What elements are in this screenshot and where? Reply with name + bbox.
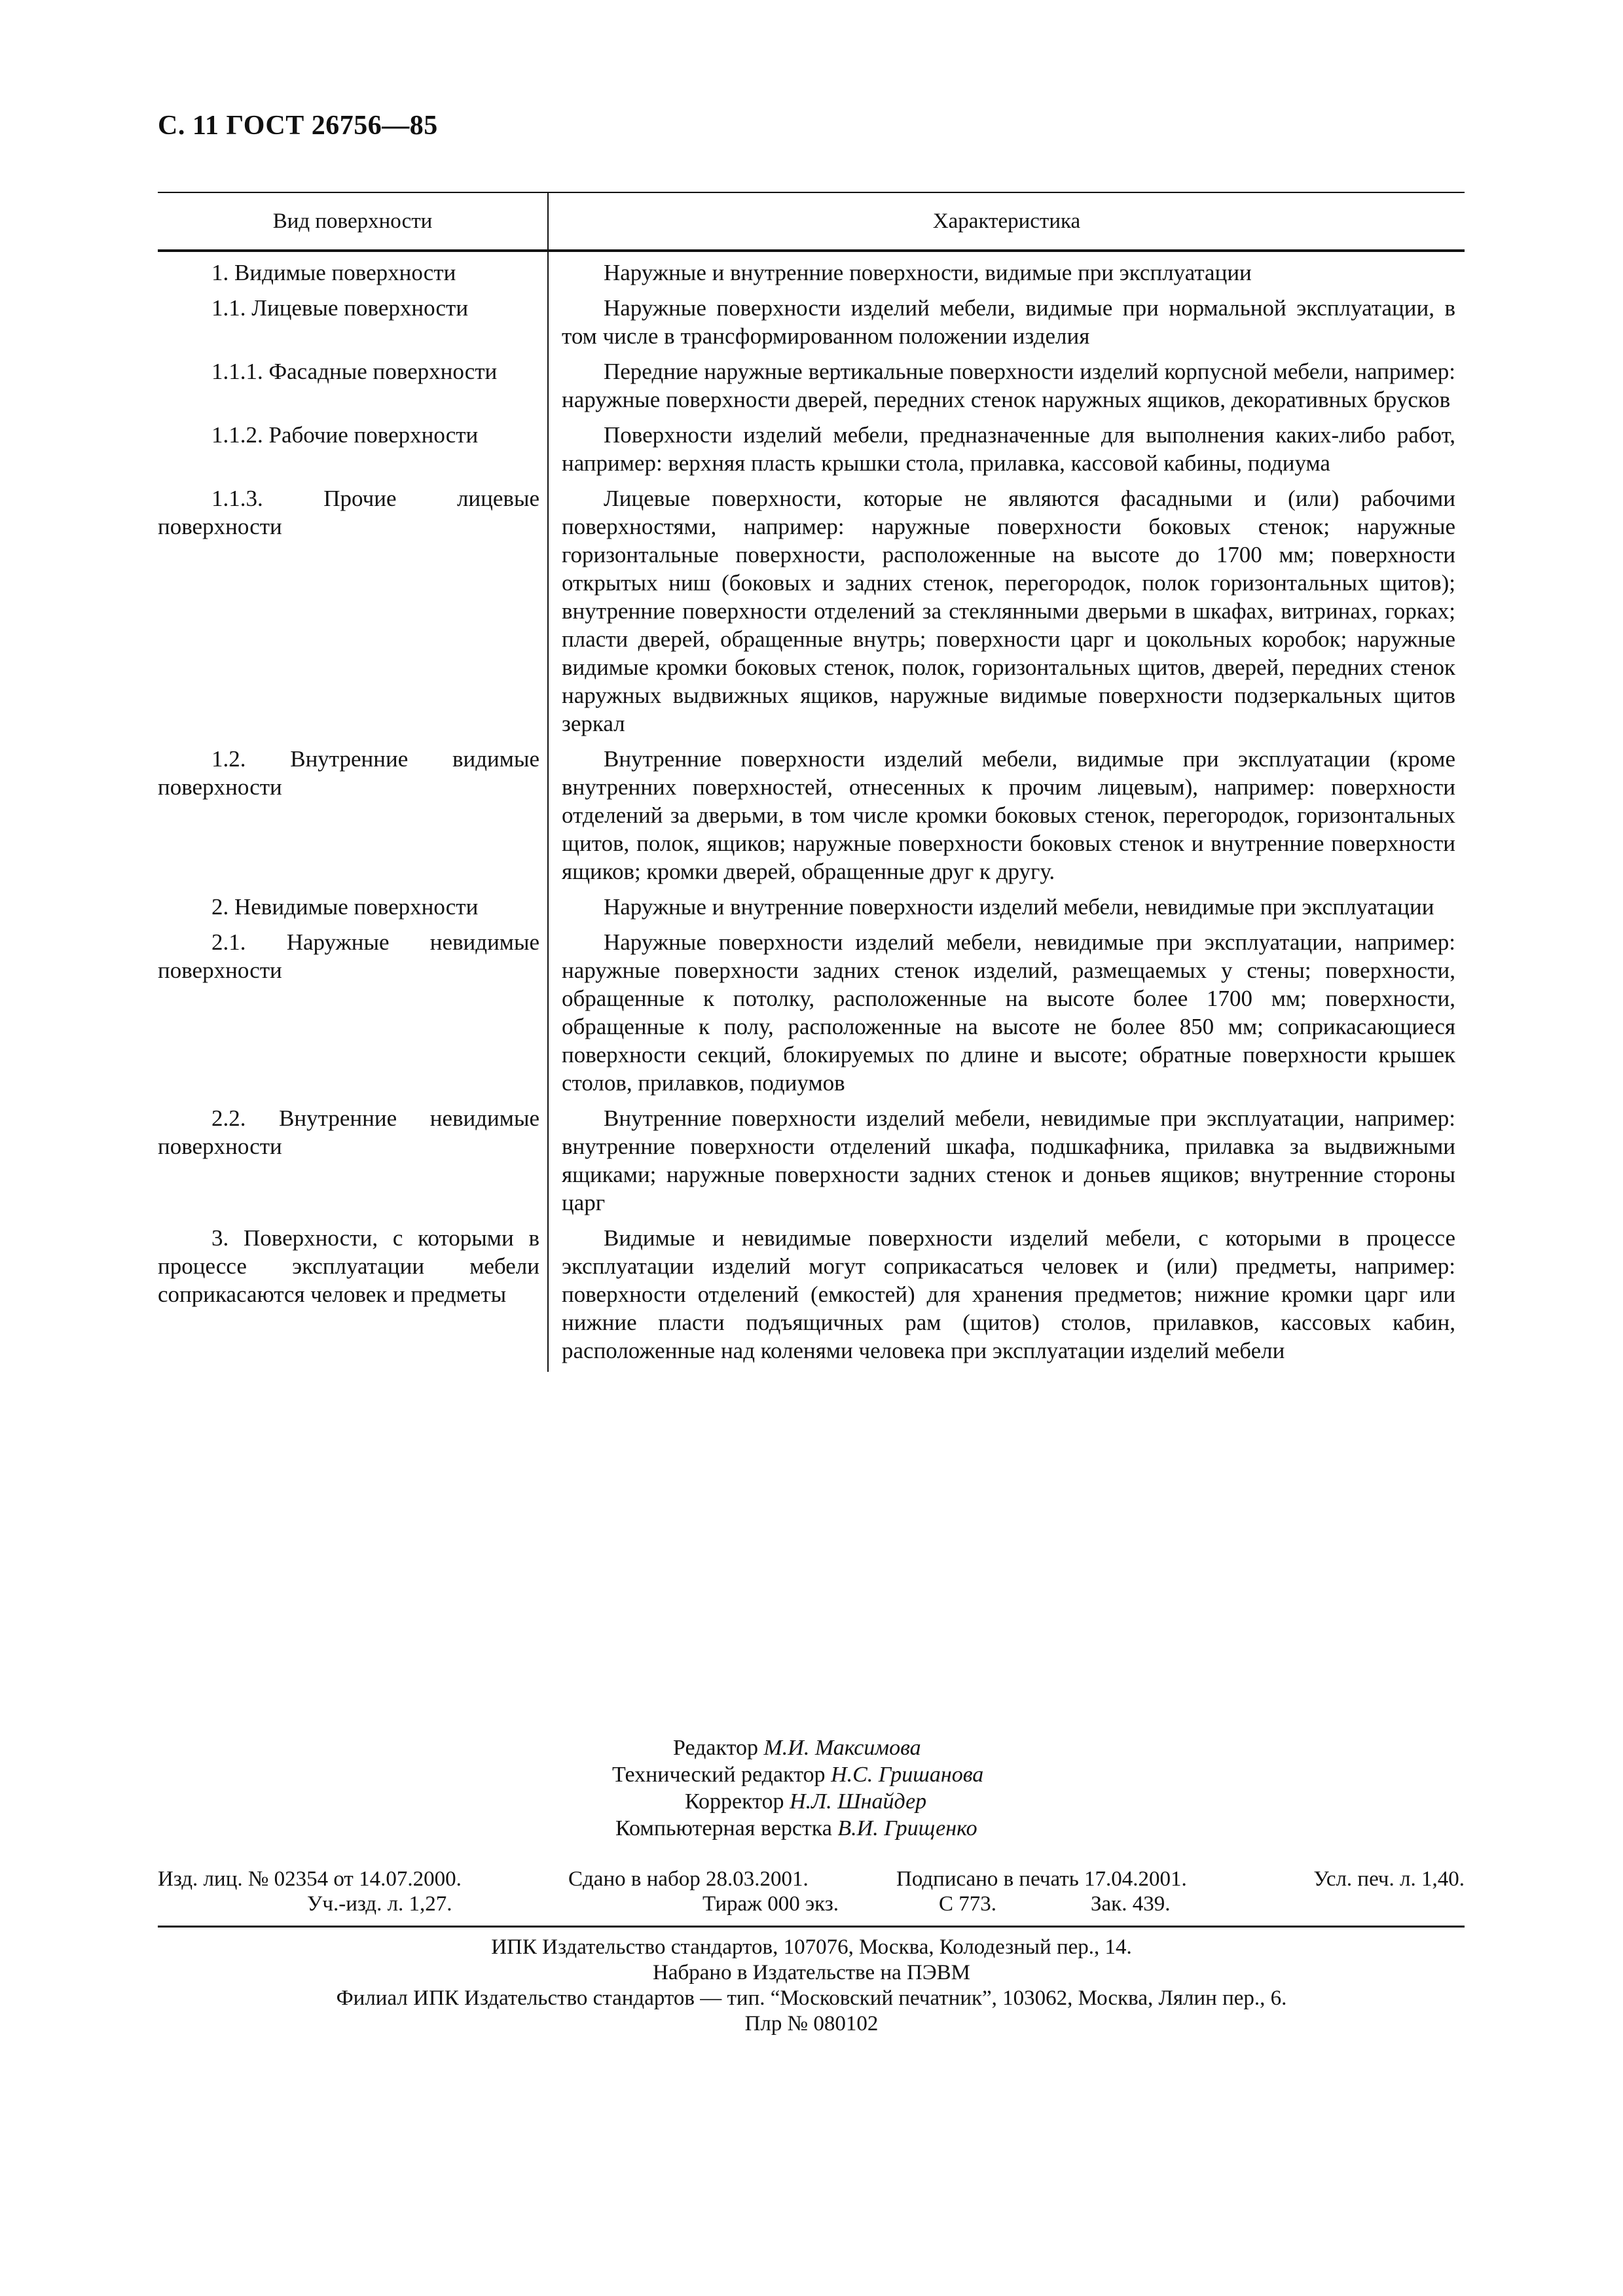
surface-description: Наружные поверхности изделий мебели, невидимые при эксплуатации, например: наружные поверхности задних стенок изделий, размещаемых у стены; поверхности, обращенные к потолку, расположенные на высоте более 1700 мм; поверхности, обращенные к полу, расположенные на высоте не более 850 мм; соприкасающиеся поверхности секций, блокируемых по длине и высоте; обратные поверхности крышек столов, прилавков, подиумов	[562, 929, 1455, 1096]
publisher-info	[0, 1935, 1623, 2037]
surface-description: Лицевые поверхности, которые не являются фасадными и (или) рабочими поверхностями, например: наружные поверхности боковых стенок; наружные горизонтальные поверхности, расположенные на высоте до 1700 мм; поверхности открытых ниш (боковых и задних стенок, перегородок, полок горизонтальных щитов); внутренние поверхности отделений за стеклянными дверьми в шкафах, витринах, горках; пласти дверей, обращенные внутрь; поверхности царг и цокольных коробок; наружные видимые кромки боковых стенок, полок, горизонтальных щитов, дверей, передних стенок наружных выдвижных ящиков, наружные видимые поверхности подзеркальных щитов зеркал	[562, 486, 1455, 736]
typeset-note: Набрано в Издательстве на ПЭВМ	[653, 1961, 970, 1984]
surface-term: 1.2. Внутренние видимые поверхности	[158, 745, 548, 893]
table-row	[158, 1104, 1465, 1224]
surface-term: 2. Невидимые поверхности	[158, 893, 548, 928]
surface-term: 3. Поверхности, с которыми в процессе эксплуатации мебели соприкасаются человек и предметы	[158, 1224, 548, 1372]
credit-role: Корректор	[685, 1789, 784, 1814]
signed-date: Подписано в печать 17.04.2001.	[896, 1867, 1187, 1891]
credit-name: М.И. Максимова	[763, 1736, 921, 1760]
credit-technical-editor	[612, 1761, 1623, 1788]
surface-description: Наружные и внутренние поверхности, видимые при эксплуатации	[604, 260, 1252, 285]
surface-term: 2.2. Внутренние невидимые поверхности	[158, 1104, 548, 1224]
print-details	[158, 1867, 1465, 1916]
column-header-surface-type: Вид поверхности	[158, 192, 548, 251]
table-row	[158, 421, 1465, 484]
surface-description: Видимые и невидимые поверхности изделий мебели, с которыми в процессе эксплуатации изделий могут соприкасаться человек и (или) предметы, например: поверхности отделений (емкостей) для хранения предметов; нижние кромки царг или нижние пласти подъящичных рам (щитов) столов, прилавков, кассовых кабин, расположенные над коленями человека при эксплуатации изделий мебели	[562, 1225, 1455, 1363]
printing-license: Плр № 080102	[744, 2012, 879, 2036]
printing-branch: Филиал ИПК Издательство стандартов — тип. “Московский печатник”, 103062, Москва, Лялин пер., 6.	[336, 1986, 1287, 2010]
surface-description: Внутренние поверхности изделий мебели, невидимые при эксплуатации, например: внутренние поверхности отделений шкафа, подшкафника, прилавка за выдвижными ящиками; наружные поверхности задних стенок и доньев ящиков; внутренние стороны царг	[562, 1105, 1455, 1215]
surface-description: Внутренние поверхности изделий мебели, видимые при эксплуатации (кроме внутренних поверхностей, отнесенных к прочим лицевым), например: поверхности отделений за дверьми, в том числе кромки боковых стенок, перегородок, горизонтальных щитов, полок, ящиков; наружные поверхности боковых стенок и внутренние поверхности ящиков; кромки дверей, обращенные друг к другу.	[562, 746, 1455, 884]
table-row	[158, 484, 1465, 745]
circulation: Тираж 000 экз.	[702, 1892, 839, 1916]
surface-term: 1.1. Лицевые поверхности	[158, 294, 548, 357]
credit-name: В.И. Грищенко	[837, 1816, 977, 1840]
column-header-characteristic: Характеристика	[548, 192, 1465, 251]
credit-role: Технический редактор	[612, 1763, 826, 1787]
surface-description: Поверхности изделий мебели, предназначенные для выполнения каких-либо работ, например: верхняя пласть крышки стола, прилавка, кассовой кабины, подиума	[562, 422, 1455, 476]
surface-description: Передние наружные вертикальные поверхности изделий корпусной мебели, например: наружные поверхности дверей, передних стенок наружных ящиков, декоративных брусков	[562, 359, 1455, 412]
credit-editor	[673, 1734, 1623, 1761]
surface-term: 1.1.1. Фасадные поверхности	[158, 357, 548, 421]
credit-role: Редактор	[673, 1736, 758, 1760]
printed-sheets: Усл. печ. л. 1,40.	[1313, 1867, 1465, 1891]
editorial-credits	[0, 1734, 1623, 1842]
table-header-row	[158, 192, 1465, 251]
table-row	[158, 1224, 1465, 1372]
table-row	[158, 928, 1465, 1104]
surface-term: 1. Видимые поверхности	[158, 251, 548, 294]
credit-proofreader	[685, 1788, 1623, 1815]
publication-sheets: Уч.-изд. л. 1,27.	[307, 1892, 452, 1916]
credit-name: Н.Л. Шнайдер	[790, 1789, 927, 1814]
print-details-row-1	[158, 1867, 1465, 1892]
table-row	[158, 893, 1465, 928]
surface-types-table	[158, 192, 1465, 1372]
table-row	[158, 745, 1465, 893]
surface-description: Наружные и внутренние поверхности изделий мебели, невидимые при эксплуатации	[604, 894, 1434, 920]
publisher-address: ИПК Издательство стандартов, 107076, Москва, Колодезный пер., 14.	[491, 1935, 1132, 1959]
order-number: Зак. 439.	[1091, 1892, 1171, 1916]
imprint-divider	[158, 1926, 1465, 1928]
surface-description: Наружные поверхности изделий мебели, видимые при нормальной эксплуатации, в том числе в трансформированном положении изделия	[562, 295, 1455, 349]
surface-term: 1.1.2. Рабочие поверхности	[158, 421, 548, 484]
surface-term: 2.1. Наружные невидимые поверхности	[158, 928, 548, 1104]
credit-role: Компьютерная верстка	[615, 1816, 832, 1840]
submitted-date: Сдано в набор 28.03.2001.	[568, 1867, 809, 1891]
surface-types-table-container	[158, 192, 1465, 1372]
credit-layout	[615, 1815, 1623, 1842]
table-row	[158, 294, 1465, 357]
catalog-code: С 773.	[939, 1892, 997, 1916]
table-row	[158, 251, 1465, 294]
table-row	[158, 357, 1465, 421]
surface-term: 1.1.3. Прочие лицевые поверхности	[158, 484, 548, 745]
page-header: С. 11 ГОСТ 26756—85	[158, 111, 438, 141]
license-number: Изд. лиц. № 02354 от 14.07.2000.	[158, 1867, 462, 1891]
print-details-row-2	[158, 1892, 1465, 1916]
credit-name: Н.С. Гришанова	[831, 1763, 984, 1787]
